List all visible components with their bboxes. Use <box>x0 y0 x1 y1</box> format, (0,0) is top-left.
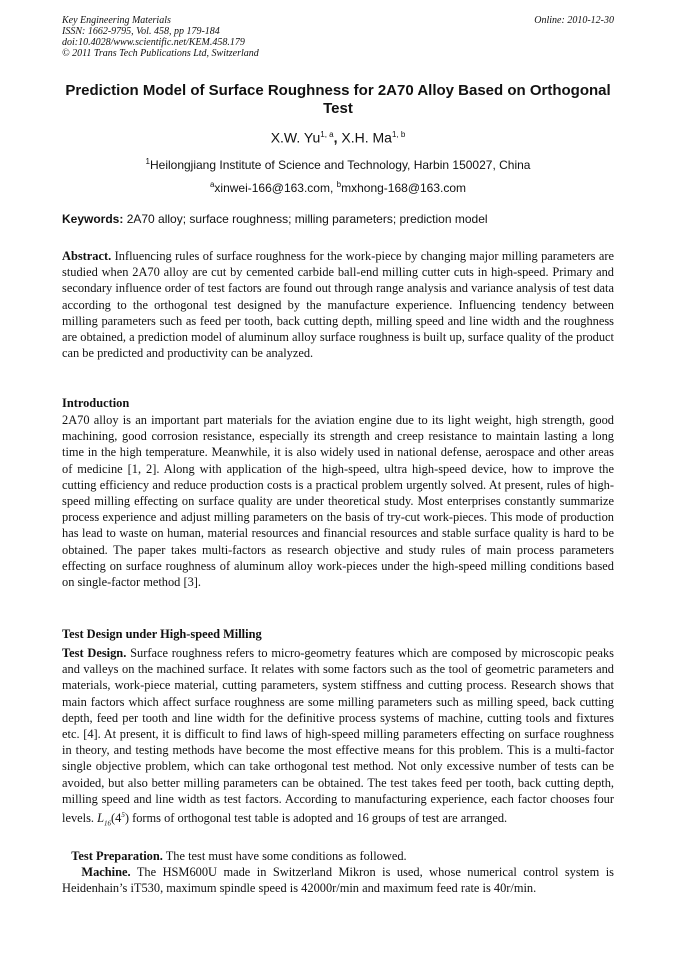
test-design-tail: forms of orthogonal test table is adopted and 16 groups of test are arranged. <box>128 811 508 826</box>
online-date: Online: 2010-12-30 <box>534 15 614 26</box>
affiliation-text: Heilongjiang Institute of Science and Technology, Harbin 150027, China <box>149 158 531 172</box>
orthogonal-array-formula: $L_{16}(4^5)$ <box>97 811 129 828</box>
machine-text: The HSM600U made in Switzerland Mikron is used, whose numerical control system is Heidenhain’s iT530, maximum spindle speed is 42000r/min and maximum feed rate is 40r/min. <box>62 865 615 896</box>
keywords-label: Keywords: <box>62 212 124 226</box>
affiliation-superscript: 1 <box>145 157 150 166</box>
journal-header <box>62 15 614 59</box>
email-link[interactable]: mxhong-168@163.com <box>341 181 467 195</box>
abstract-text: Influencing rules of surface roughness for the work-piece by changing major milling parameters are studied when 2A70 alloy are cut by cemented carbide ball-end milling cutter cuts in high-speed. Primary and secondary influence order of test factors are found out through range analysis and variance analysis of test data according to the orthogonal test designed by the manufacture experience. Influencing tendency between milling parameters such as feed per tooth, back cutting depth, milling speed and line width and the roughness are obtained, a prediction model of aluminum alloy surface roughness is built up, surface quality of the product can be predicted and productivity can be analyzed. <box>62 249 614 361</box>
affiliation <box>62 155 614 172</box>
email-link[interactable]: xinwei-166@163.com, <box>214 181 337 195</box>
author-superscript: 1, a <box>320 130 334 139</box>
author-list <box>62 127 614 146</box>
test-preparation-label: Test Preparation. <box>71 849 163 863</box>
journal-name: Key Engineering Materials <box>62 15 171 26</box>
introduction-paragraph: 2A70 alloy is an important part materials for the aviation engine due to its light weight, high strength, good machining, good corrosion resistance, especially its strength and creep resistance to maintain lasting a long time in the high temperature. Meanwhile, it is also widely used in national defense, aerospace and other areas of medicine [1, 2]. Along with application of the high-speed, ultra high-speed device, how to improve the cutting efficiency and reduce production costs is a practical problem urgently solved. At present, rules of high-speed milling effecting on surface quality are under theoretical study. Most enterprises constantly summarize process experience and adjust milling parameters on the basis of try-cut work-pieces. This mode of production has lead to waste on human, material resources and financial resources and stable surface quality is hard to be obtained. The paper takes multi-factors as research objective and study rules of main process parameters effecting on surface roughness of aluminum alloy work-pieces under the high-speed milling conditions based on single-factor method [3]. <box>62 413 614 590</box>
test-preparation-paragraph <box>62 848 614 864</box>
email-superscript: b <box>336 180 342 189</box>
test-design-label: Test Design. <box>62 646 127 660</box>
abstract-label: Abstract. <box>62 249 112 263</box>
email-superscript: a <box>209 180 215 189</box>
machine-paragraph <box>62 864 614 896</box>
machine-label: Machine. <box>81 865 131 879</box>
journal-issn: ISSN: 1662-9795, Vol. 458, pp 179-184 <box>62 26 220 37</box>
paper-title: Prediction Model of Surface Roughness for 2A70 Alloy Based on Orthogonal Test <box>65 82 611 117</box>
test-design-text: Surface roughness refers to micro-geometry features which are composed by microscopic peaks and valleys on the machined surface. It relates with some factors such as the tool of geometric parameters and materials, work-piece material, cutting parameters, system stiffness and cutting process. Research shows that main factors which affect surface roughness are some milling parameters such as milling speed, back cutting depth, feed per tooth and line width for the definitive process systems of machine, cutting tools and fixtures etc. [4]. At present, it is difficult to find laws of high-speed milling parameters effecting on surface roughness in theory, and testing methods have become the most effective means for this problem. This is a multi-factor single objective problem, which can take orthogonal test method. Not only excessive number of tests can be avoided, but also better milling parameters can be obtained. The test takes feed per tooth, back cutting depth, milling speed and line width as test factors. According to manufacturing experience, each factor chooses four levels. <box>62 646 614 826</box>
section-heading-test-design: Test Design under High-speed Milling <box>62 627 262 641</box>
test-preparation-text: The test must have some conditions as followed. <box>162 849 407 863</box>
test-design-paragraph <box>62 645 614 832</box>
author-superscript: 1, b <box>391 130 406 139</box>
author-name: X.H. Ma <box>341 129 392 146</box>
keywords <box>62 212 614 226</box>
author-emails <box>62 178 614 195</box>
abstract <box>62 248 614 361</box>
journal-copyright: © 2011 Trans Tech Publications Ltd, Switzerland <box>62 48 259 59</box>
section-heading-introduction: Introduction <box>62 396 130 410</box>
author-name: X.W. Yu <box>270 129 321 146</box>
journal-doi: doi:10.4028/www.scientific.net/KEM.458.179 <box>62 37 245 48</box>
author-separator: , <box>333 129 342 146</box>
keywords-text: 2A70 alloy; surface roughness; milling parameters; prediction model <box>123 212 488 226</box>
